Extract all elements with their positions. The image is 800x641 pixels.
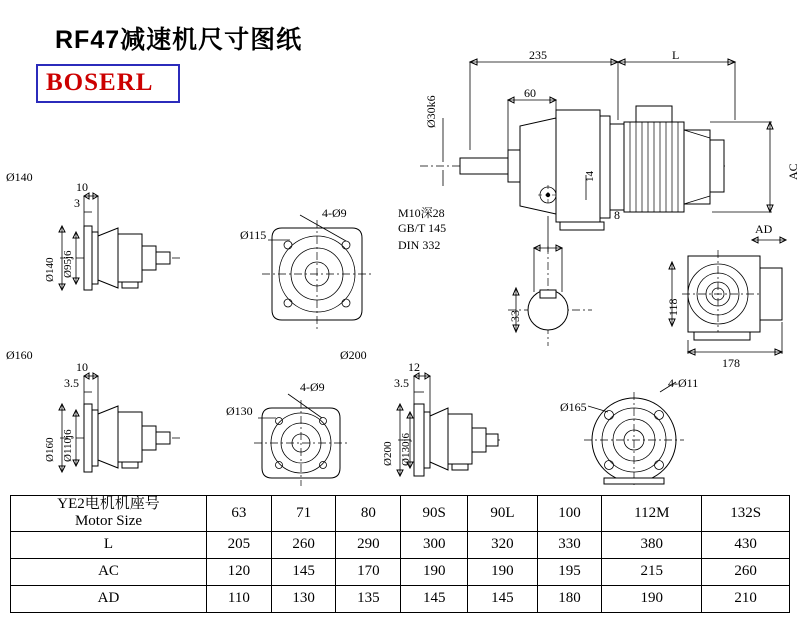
dim-12-label: 12 <box>408 360 420 374</box>
dim-60-label: 60 <box>524 86 536 100</box>
motor-size-table <box>10 495 790 613</box>
brand-logo-text: BOSERL <box>46 69 154 96</box>
dim-3-5b-label: 3.5 <box>394 376 409 390</box>
bore-200-label: Ø200 <box>382 441 394 466</box>
cell-L-4: 320 <box>468 531 537 558</box>
dim-L-label: L <box>672 48 680 62</box>
cell-size-1: 71 <box>271 496 336 532</box>
cell-AC-3: 190 <box>401 558 468 585</box>
row-header-motor-size <box>11 496 207 532</box>
flange-160-label: Ø160 <box>6 348 33 362</box>
bore-160-label: Ø160 <box>44 437 56 462</box>
bore-110-label: Ø110j6 <box>62 429 74 462</box>
cell-AD-4: 145 <box>468 585 537 612</box>
cell-AD-2: 135 <box>336 585 401 612</box>
AD-dim-label: AD <box>755 222 773 236</box>
cell-AC-5: 195 <box>537 558 602 585</box>
cell-AD-1: 130 <box>271 585 336 612</box>
shaft-diameter-label: Ø30k6 <box>424 95 438 128</box>
cell-L-6: 380 <box>602 531 702 558</box>
dim-33-label: 33 <box>508 310 522 322</box>
row-header-AC: AC <box>11 558 207 585</box>
table-row <box>11 585 790 612</box>
table-row <box>11 558 790 585</box>
dim-10-label-row1: 10 <box>76 180 88 194</box>
cell-AD-3: 145 <box>401 585 468 612</box>
holes-4x9-label-row2: 4-Ø9 <box>300 380 325 394</box>
cell-size-4: 90L <box>468 496 537 532</box>
cell-AD-0: 110 <box>207 585 272 612</box>
cell-AC-1: 145 <box>271 558 336 585</box>
holes-4x9-label-row1: 4-Ø9 <box>322 206 347 220</box>
page-title: RF47减速机尺寸图纸 <box>55 26 303 54</box>
cell-AC-2: 170 <box>336 558 401 585</box>
dim-178-label: 178 <box>722 356 740 370</box>
dim-235-label: 235 <box>529 48 547 62</box>
cell-AD-5: 180 <box>537 585 602 612</box>
pcd-165-label: Ø165 <box>560 400 587 414</box>
table-row <box>11 496 790 532</box>
dim-8-label: 8 <box>614 208 620 222</box>
cell-L-3: 300 <box>401 531 468 558</box>
pcd-115-label: Ø115 <box>240 228 267 242</box>
cell-size-5: 100 <box>537 496 602 532</box>
bore-95-label: Ø95j6 <box>62 250 74 278</box>
holes-4x11-label: 4-Ø11 <box>668 376 699 390</box>
cell-AD-7: 210 <box>702 585 790 612</box>
cell-size-3: 90S <box>401 496 468 532</box>
bore-130-label: Ø130j6 <box>400 433 412 466</box>
cell-L-0: 205 <box>207 531 272 558</box>
key-height-label: 14 <box>584 171 596 182</box>
cell-L-5: 330 <box>537 531 602 558</box>
dim-10-label-row2: 10 <box>76 360 88 374</box>
dim-118-label: 118 <box>666 298 680 316</box>
flange-140-label: Ø140 <box>6 170 33 184</box>
cell-L-2: 290 <box>336 531 401 558</box>
bore-140-label: Ø140 <box>44 257 56 282</box>
cell-size-0: 63 <box>207 496 272 532</box>
cell-AC-4: 190 <box>468 558 537 585</box>
thread-spec-line2: GB/T 145 <box>398 221 447 235</box>
row-header-L: L <box>11 531 207 558</box>
cell-size-7: 132S <box>702 496 790 532</box>
cell-L-7: 430 <box>702 531 790 558</box>
row-header-motor-size-cn: YE2电机机座号 <box>57 496 160 512</box>
cell-AD-6: 190 <box>602 585 702 612</box>
cell-size-6: 112M <box>602 496 702 532</box>
row-header-motor-size-en: Motor Size <box>74 513 143 530</box>
cell-size-2: 80 <box>336 496 401 532</box>
flange-200-label: Ø200 <box>340 348 367 362</box>
thread-spec-line1: M10深28 <box>398 206 445 220</box>
cell-L-1: 260 <box>271 531 336 558</box>
table-row <box>11 531 790 558</box>
row-header-AD: AD <box>11 585 207 612</box>
cell-AC-6: 215 <box>602 558 702 585</box>
dim-3-label-row1: 3 <box>74 196 80 210</box>
thread-spec-line3: DIN 332 <box>398 238 441 252</box>
cell-AC-0: 120 <box>207 558 272 585</box>
AC-dim-label: AC <box>786 163 800 180</box>
dim-3-5-label-row2: 3.5 <box>64 376 79 390</box>
pcd-130-label: Ø130 <box>226 404 253 418</box>
cell-AC-7: 260 <box>702 558 790 585</box>
